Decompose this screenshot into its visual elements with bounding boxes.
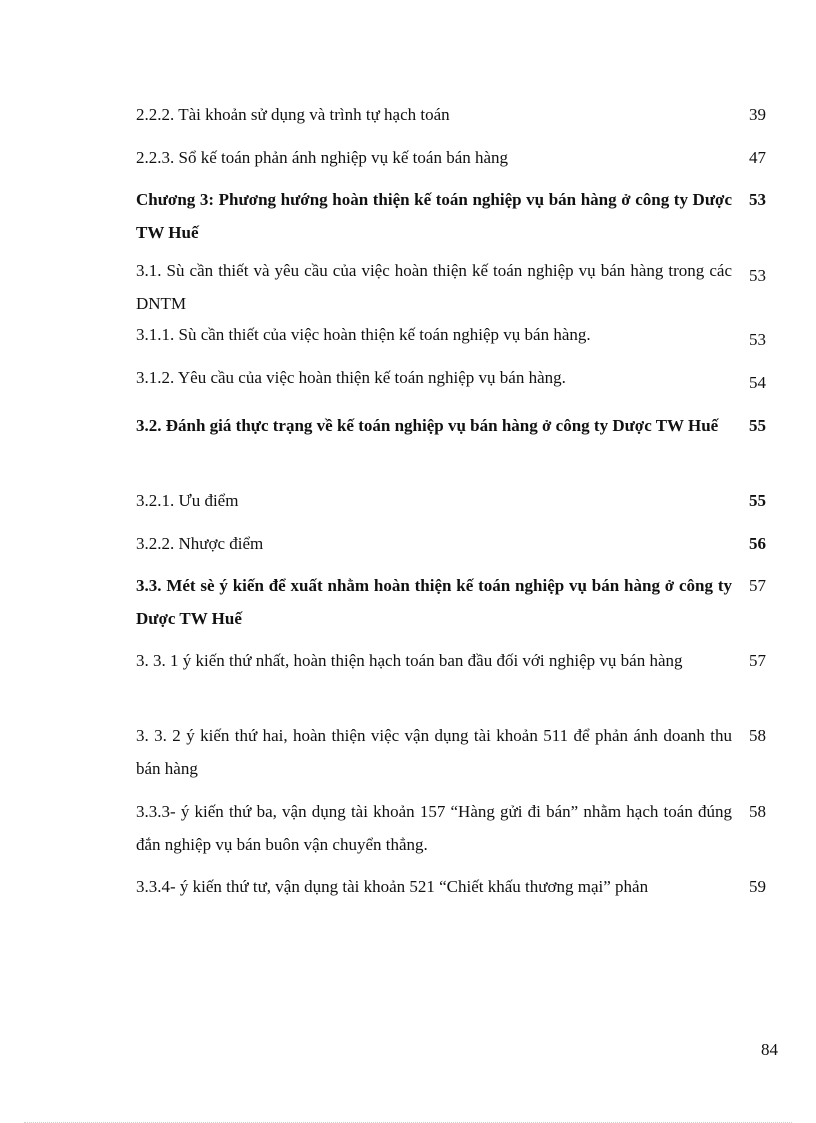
toc-entry-page: 55 xyxy=(749,416,766,435)
toc-entry-page: 53 xyxy=(749,266,766,285)
toc-entry xyxy=(136,644,766,677)
toc-entry-text: 3. 3. 2 ý kiến thứ hai, hoàn thiện việc vận dụng tài khoản 511 để phản ánh doanh thu bán hàng xyxy=(136,726,732,778)
toc-entry-text: 3.1. Sù cần thiết và yêu cầu của việc hoàn thiện kế toán nghiệp vụ bán hàng trong các DNTM xyxy=(136,261,732,313)
toc-entry xyxy=(136,98,766,131)
toc-entry-text: 3.3. Mét sè ý kiến để xuất nhằm hoàn thiện kế toán nghiệp vụ bán hàng ở công ty Dược TW Huế xyxy=(136,576,732,628)
toc-entry-page: 55 xyxy=(749,491,766,510)
toc-entry-text: 2.2.3. Sổ kế toán phản ánh nghiệp vụ kế toán bán hàng xyxy=(136,148,509,167)
toc-entry-text: Chương 3: Phương hướng hoàn thiện kế toán nghiệp vụ bán hàng ở công ty Dược TW Huế xyxy=(136,190,732,242)
toc-entry-page: 57 xyxy=(749,576,766,595)
toc-entry-text: 3.1.1. Sù cần thiết của việc hoàn thiện kế toán nghiệp vụ bán hàng. xyxy=(136,325,591,344)
toc-entry-text: 3.2. Đánh giá thực trạng về kế toán nghiệp vụ bán hàng ở công ty Dược TW Huế xyxy=(136,416,719,435)
toc-entry-page: 56 xyxy=(749,534,766,553)
toc-entry xyxy=(136,484,766,517)
toc-entry-page: 58 xyxy=(749,726,766,745)
toc-entry xyxy=(136,719,766,785)
toc-entry-text: 3. 3. 1 ý kiến thứ nhất, hoàn thiện hạch toán ban đầu đối với nghiệp vụ bán hàng xyxy=(136,651,683,670)
toc-entry-page: 53 xyxy=(749,330,766,349)
toc-entry xyxy=(136,361,766,394)
page-number: 84 xyxy=(761,1040,778,1059)
toc-entry-page: 58 xyxy=(749,802,766,821)
toc-entry-section xyxy=(136,569,766,635)
toc-entry-page: 39 xyxy=(749,105,766,124)
toc-entry-text: 2.2.2. Tài khoản sử dụng và trình tự hạch toán xyxy=(136,105,450,124)
toc-entry-text: 3.2.2. Nhược điểm xyxy=(136,534,264,553)
toc-entry xyxy=(136,141,766,174)
toc-entry-page: 53 xyxy=(749,190,766,209)
toc-entry-text: 3.3.4- ý kiến thứ tư, vận dụng tài khoản 521 “Chiết khấu thương mại” phản xyxy=(136,877,649,896)
toc-entry xyxy=(136,318,766,351)
toc-entry-page: 47 xyxy=(749,148,766,167)
toc-entry-chapter xyxy=(136,183,766,249)
toc-entry-page: 59 xyxy=(749,877,766,896)
toc-entry-text: 3.3.3- ý kiến thứ ba, vận dụng tài khoản 157 “Hàng gửi đi bán” nhằm hạch toán đúng đắn nghiệp vụ bán buôn vận chuyển thẳng. xyxy=(136,802,732,854)
toc-entry-text: 3.1.2. Yêu cầu của việc hoàn thiện kế toán nghiệp vụ bán hàng. xyxy=(136,368,566,387)
toc-entry-page: 57 xyxy=(749,651,766,670)
toc-entry-page: 54 xyxy=(749,373,766,392)
toc-entry xyxy=(136,254,766,320)
toc-entry xyxy=(136,870,766,903)
toc-entry xyxy=(136,795,766,861)
toc-entry-text: 3.2.1. Ưu điểm xyxy=(136,491,239,510)
toc-entry-section xyxy=(136,409,766,442)
toc-entry xyxy=(136,527,766,560)
